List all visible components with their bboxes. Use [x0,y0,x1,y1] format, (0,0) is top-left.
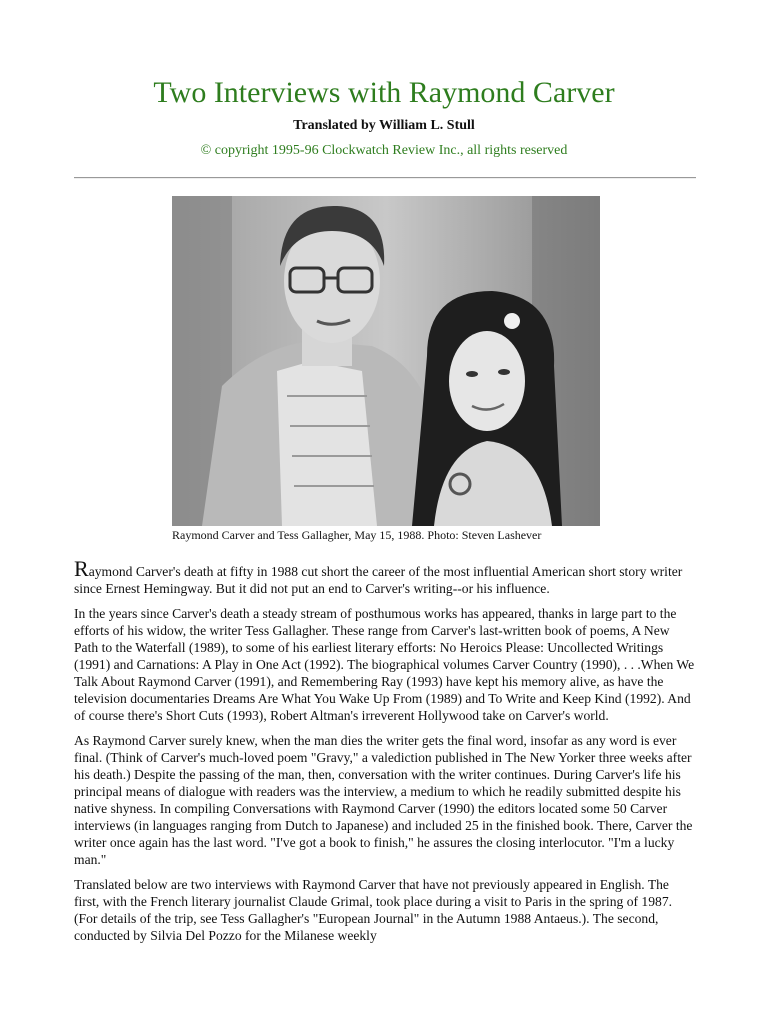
author-photo [172,196,600,526]
page-title: Two Interviews with Raymond Carver [153,76,615,109]
translator-credit: Translated by William L. Stull [293,118,475,133]
article-body [74,556,696,952]
paragraph-4: Translated below are two interviews with Raymond Carver that have not previously appeared in English. The first, with the French literary journalist Claude Grimal, took place during a visit to Paris in the spring of 1987. (For details of the trip, see Tess Gallagher's "European Journal" in the Autumn 1988 Antaeus.). The second, conducted by Silvia Del Pozzo for the Milanese weekly [74,877,673,943]
horizontal-rule [74,177,696,179]
paragraph-2: In the years since Carver's death a steady stream of posthumous works has appeared, thanks in large part to the efforts of his widow, the writer Tess Gallagher. These range from Carver's last-written book of poems, A New Path to the Waterfall (1989), to some of his earliest literary efforts: No Heroics Please: Uncollected Writings (1991) and Carnations: A Play in One Act (1992). The biographical volumes Carver Country (1990), . . .When We Talk About Raymond Carver (1991), and Remembering Ray (1993) have kept his memory alive, as have the television documentaries Dreams Are What You Wake Up From (1989) and To Write and Keep Kind (1992). And of course there's Short Cuts (1993), Robert Altman's irreverent Hollywood take on Carver's world. [74,606,695,723]
copyright-notice: © copyright 1995-96 Clockwatch Review Inc., all rights reserved [200,143,568,158]
drop-cap: R [74,556,89,581]
photo-caption: Raymond Carver and Tess Gallagher, May 15, 1988. Photo: Steven Lashever [172,527,600,547]
paragraph-1 [74,556,696,597]
paragraph-1-text: aymond Carver's death at fifty in 1988 cut short the career of the most influential American short story writer since Ernest Hemingway. But it did not put an end to Carver's writing--or his influence. [74,564,683,596]
photo-illustration [172,196,600,526]
paragraph-3: As Raymond Carver surely knew, when the man dies the writer gets the final word, insofar as any word is ever final. (Think of Carver's much-loved poem "Gravy," a valediction published in The New Yorker three weeks after his death.) Despite the passing of the man, then, conversation with the writer continues. During Carver's life his principal means of dialogue with readers was the interview, a medium to which he readily submitted despite his native shyness. In compiling Conversations with Raymond Carver (1990) the editors located some 50 Carver interviews (in languages ranging from Dutch to Japanese) and included 25 in the finished book. There, Carver the writer once again has the last word. "I've got a book to finish," he assures the closing interlocutor. "I'm a lucky man." [74,733,693,867]
